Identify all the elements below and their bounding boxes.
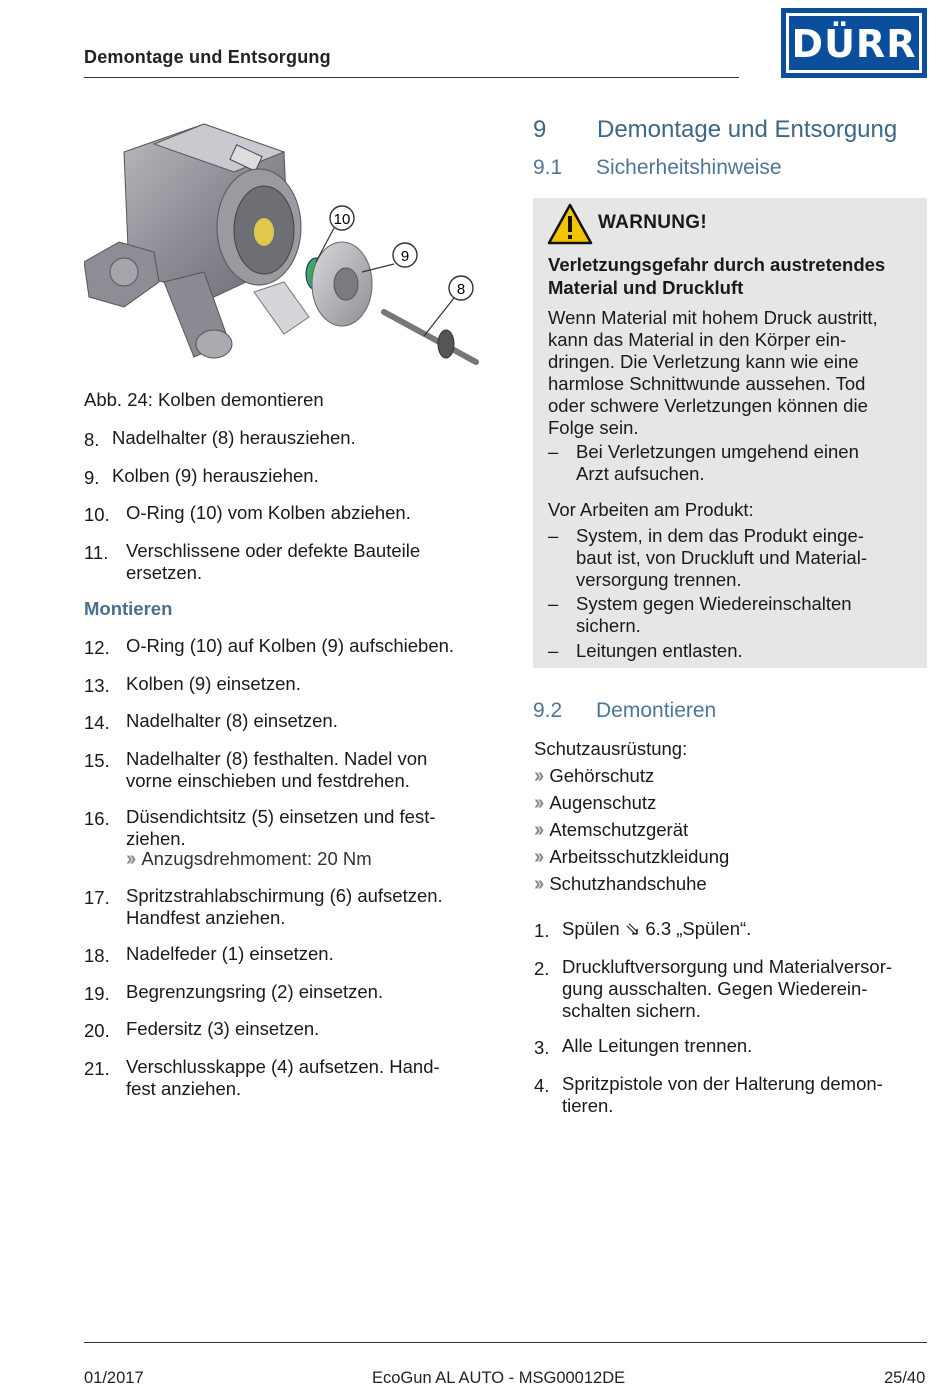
footer-date: 01/2017	[84, 1369, 144, 1387]
list-item: ›› Gehörschutz	[534, 765, 655, 787]
footer-doc: EcoGun AL AUTO - MSG00012DE	[372, 1369, 626, 1387]
chevron-icon: ››	[534, 846, 542, 868]
footer-rule	[84, 1342, 927, 1343]
list-item: ›› Augenschutz	[534, 792, 657, 814]
warning-triangle-icon	[547, 203, 593, 245]
svg-text:9: 9	[400, 248, 410, 265]
header-title: Demontage und Entsorgung	[84, 47, 331, 67]
footer-page: 25/40	[884, 1369, 926, 1387]
list-item: ›› Arbeitsschutzkleidung	[534, 846, 730, 868]
chevron-icon: ››	[534, 765, 542, 787]
subheading-montieren: Montieren	[84, 598, 173, 619]
list-item: ›› Schutzhandschuhe	[534, 873, 707, 895]
warning-text: Wenn Material mit hohem Druck austritt, kann das Material in den Körper ein- dringen. Die Verletzung kann wie eine harmlose Schnittwunde aussehen. Tod oder schwere Verletzungen können die Folge sein.	[548, 307, 878, 438]
duerr-logo	[781, 8, 927, 78]
before-work-label: Vor Arbeiten am Produkt:	[548, 499, 754, 520]
ppe-label: Schutzausrüstung:	[534, 738, 688, 759]
chevron-icon: ››	[534, 792, 542, 814]
warning-title: WARNUNG!	[598, 212, 707, 233]
chevron-icon: ››	[534, 873, 542, 895]
chevron-icon: ››	[126, 848, 134, 870]
svg-text:8: 8	[456, 281, 466, 298]
callout-9	[393, 243, 417, 267]
callout-8	[449, 276, 473, 300]
header-rule	[84, 77, 739, 78]
section-heading-9-1: 9.1 Sicherheitshinweise	[533, 156, 782, 179]
section-heading-9: 9 Demontage und Entsorgung	[533, 116, 898, 143]
list-item: ›› Atemschutzgerät	[534, 819, 689, 841]
figure-caption: Abb. 24: Kolben demontieren	[84, 389, 324, 410]
piston-exploded-figure	[84, 112, 484, 374]
logo-text: DÜRR	[791, 22, 917, 66]
torque-hint: ›› Anzugsdrehmoment: 20 Nm	[126, 848, 372, 870]
callout-10	[330, 206, 354, 230]
chevron-icon: ››	[534, 819, 542, 841]
svg-text:10: 10	[333, 211, 351, 228]
warning-subtitle: Verletzungsgefahr durch austretendes Material und Druckluft	[548, 254, 886, 298]
section-heading-9-2: 9.2 Demontieren	[533, 699, 717, 722]
